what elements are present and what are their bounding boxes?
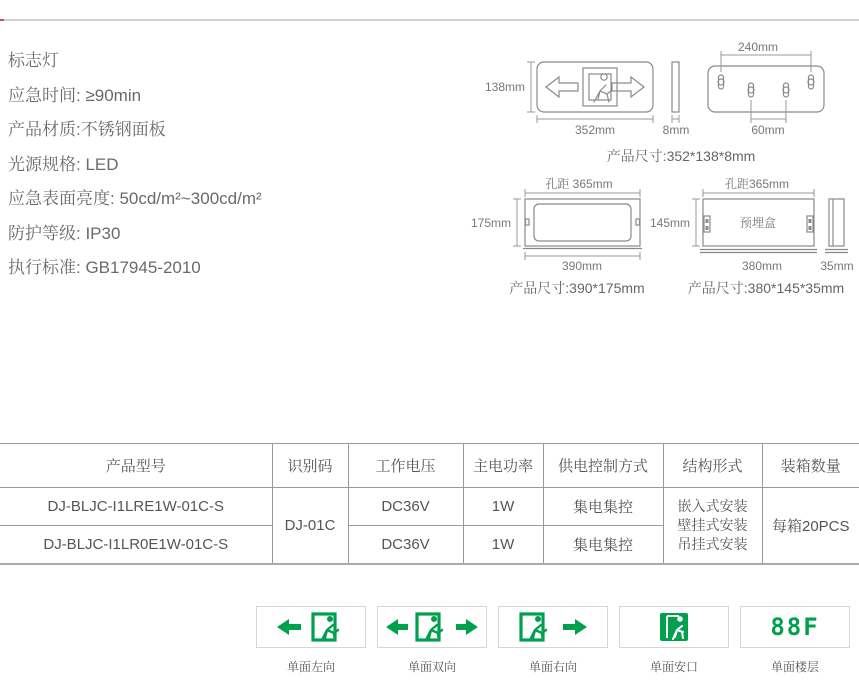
spec-line-luminance: 应急表面亮度: 50cd/m²~300cd/m² (8, 189, 262, 208)
recessed-outer (525, 199, 640, 246)
table-header-row (0, 444, 859, 488)
variant-double-label: 单面双向 (407, 660, 456, 674)
caption-embed-size: 产品尺寸:380*145*35mm (687, 280, 845, 296)
spec-line-material: 产品材质:不锈钢面板 (8, 120, 166, 139)
dim-label-depth-8: 8mm (662, 123, 690, 137)
structure-line-3: 吊挂式安装 (677, 535, 748, 552)
spec-list (8, 44, 262, 286)
variant-right-panel (498, 606, 608, 648)
variant-exit-panel (619, 606, 729, 648)
front-left-arrow (546, 77, 578, 97)
variant-right (498, 606, 608, 675)
embed-flange (700, 250, 817, 253)
exit-sign-double-icon (384, 612, 480, 642)
dim-label-height-145: 145mm (649, 216, 690, 230)
exit-sign-left-icon (275, 612, 347, 642)
col-header-control: 供电控制方式 (543, 444, 663, 488)
dim-line-352 (537, 115, 653, 123)
variant-double (377, 606, 487, 675)
dim-label-pitch-365-left: 孔距 365mm (545, 177, 613, 191)
recessed-notch-left (526, 219, 530, 225)
recessed-notch-right (636, 219, 640, 225)
structure-line-2: 壁挂式安装 (677, 516, 748, 533)
spec-line-standard: 执行标准: GB17945-2010 (8, 258, 201, 277)
cell-model-2: DJ-BLJC-I1LR0E1W-01C-S (43, 535, 229, 553)
product-spec-table (0, 443, 859, 565)
embed-clip-right-a (809, 219, 812, 223)
cell-power-1: 1W (463, 488, 543, 526)
dim-line-240 (721, 51, 811, 72)
col-header-model: 产品型号 (0, 444, 272, 488)
dim-label-width-352: 352mm (574, 123, 616, 137)
spec-line-emergency-time: 应急时间: ≥90min (8, 85, 142, 105)
col-header-structure: 结构形式 (663, 444, 762, 488)
variant-left-label: 单面左向 (286, 660, 335, 674)
caption-recessed-size: 产品尺寸:390*175mm (509, 280, 645, 296)
embed-box-label: 预埋盒 (739, 216, 777, 230)
dim-line-175 (513, 199, 521, 246)
dim-line-138 (527, 62, 535, 112)
exit-sign-safety-icon (659, 612, 689, 642)
variant-exit (619, 606, 729, 675)
recessed-inner (534, 204, 631, 241)
dim-label-depth-35: 35mm (820, 259, 854, 273)
table-row (0, 488, 859, 526)
spec-line-light-source: 光源规格: LED (8, 154, 119, 174)
dim-label-width-380: 380mm (741, 259, 783, 273)
side-view-outline (672, 62, 679, 112)
cell-structure (663, 488, 762, 564)
top-divider (0, 19, 859, 21)
cell-packing: 每箱20PCS (762, 488, 859, 564)
embed-side-flange (825, 250, 848, 253)
keyhole-inner-right (784, 83, 789, 97)
cell-voltage-2: DC36V (348, 526, 463, 564)
cell-id-code: DJ-01C (272, 488, 348, 564)
variant-right-label: 单面右向 (528, 660, 577, 674)
cell-model-1: DJ-BLJC-I1LRE1W-01C-S (0, 488, 272, 526)
variant-left (256, 606, 366, 675)
dim-label-width-390: 390mm (561, 259, 603, 273)
technical-drawings (470, 38, 859, 305)
structure-line-1: 嵌入式安装 (677, 497, 748, 514)
cell-power-2: 1W (463, 526, 543, 564)
col-header-id-code: 识别码 (272, 444, 348, 488)
caption-front-size: 产品尺寸:352*138*8mm (606, 148, 756, 164)
divider-red-accent (0, 19, 4, 21)
col-header-packing: 装箱数量 (762, 444, 859, 488)
embed-side-outline (829, 199, 844, 246)
dim-label-height-175: 175mm (470, 216, 511, 230)
floor-indicator-text: 88F (770, 613, 820, 641)
variant-floor-panel (740, 606, 850, 648)
embed-clip-left-a (706, 219, 709, 223)
variant-double-panel (377, 606, 487, 648)
keyhole-inner-left (749, 83, 754, 97)
cell-control-1: 集电集控 (543, 488, 663, 526)
dim-line-145 (692, 199, 700, 246)
variant-exit-label: 单面安口 (649, 660, 698, 674)
product-type-title: 标志灯 (8, 51, 59, 70)
cell-voltage-1: DC36V (348, 488, 463, 526)
keyhole-outer-right (809, 75, 814, 89)
cell-control-2: 集电集控 (543, 526, 663, 564)
col-header-power: 主电功率 (463, 444, 543, 488)
front-view-outline (537, 62, 653, 112)
dim-label-pitch-240: 240mm (737, 40, 779, 54)
back-view-outline (708, 66, 824, 112)
col-header-voltage: 工作电压 (348, 444, 463, 488)
dim-label-pitch-365-right: 孔距365mm (724, 177, 790, 191)
front-man-head (601, 74, 607, 80)
spec-line-ip-rating: 防护等级: IP30 (8, 223, 121, 243)
variant-left-panel (256, 606, 366, 648)
variant-floor-label: 单面楼层 (770, 660, 819, 674)
variant-icon-row (256, 606, 850, 675)
exit-sign-right-icon (517, 612, 589, 642)
dim-line-8 (672, 115, 679, 123)
dim-label-pitch-60: 60mm (751, 123, 785, 137)
keyhole-outer-left (719, 75, 724, 89)
embed-clip-left-b (706, 226, 709, 230)
dim-label-height-138: 138mm (484, 80, 525, 94)
embed-clip-right-b (809, 226, 812, 230)
variant-floor (740, 606, 850, 675)
